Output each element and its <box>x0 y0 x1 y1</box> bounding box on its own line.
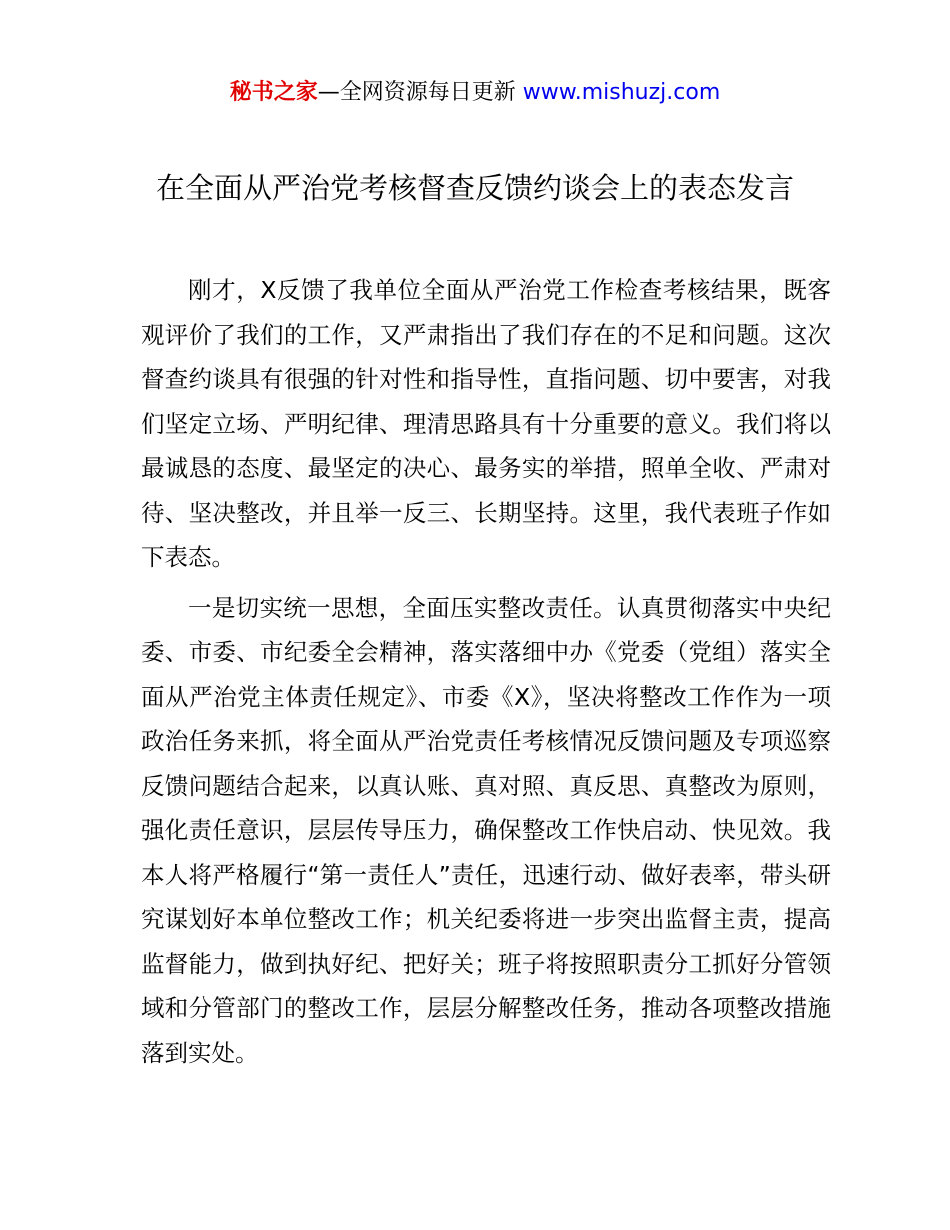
site-tagline: —全网资源每日更新 <box>317 80 516 105</box>
site-url-link[interactable]: www.mishuzj.com <box>522 80 721 105</box>
site-header <box>0 78 950 108</box>
site-brand: 秘书之家 <box>229 80 318 105</box>
document-title: 在全面从严治党考核督查反馈约谈会上的表态发言 <box>155 171 794 205</box>
paragraph-intro: 刚才，X反馈了我单位全面从严治党工作检查考核结果，既客观评价了我们的工作，又严肃指出了我们存在的不足和问题。这次督查约谈具有很强的针对性和指导性，直指问题、切中要害，对我们坚定立场、严明纪律、理清思路具有十分重要的意义。我们将以最诚恳的态度、最坚定的决心、最务实的举措，照单全收、严肃对待、坚决整改，并且举一反三、长期坚持。这里，我代表班子作如下表态。 <box>141 276 831 571</box>
paragraph-point-one: 一是切实统一思想，全面压实整改责任。认真贯彻落实中央纪委、市委、市纪委全会精神，落实落细中办《党委（党组）落实全面从严治党主体责任规定》、市委《X》，坚决将整改工作作为一项政治任务来抓，将全面从严治党责任考核情况反馈问题及专项巡察反馈问题结合起来，以真认账、真对照、真反思、真整改为原则，强化责任意识，层层传导压力，确保整改工作快启动、快见效。我本人将严格履行“第一责任人”责任，迅速行动、做好表率，带头研究谋划好本单位整改工作；机关纪委将进一步突出监督主责，提高监督能力，做到执好纪、把好关；班子将按照职责分工抓好分管领域和分管部门的整改工作，层层分解整改任务，推动各项整改措施落到实处。 <box>141 593 831 1067</box>
document-body <box>141 268 831 1081</box>
